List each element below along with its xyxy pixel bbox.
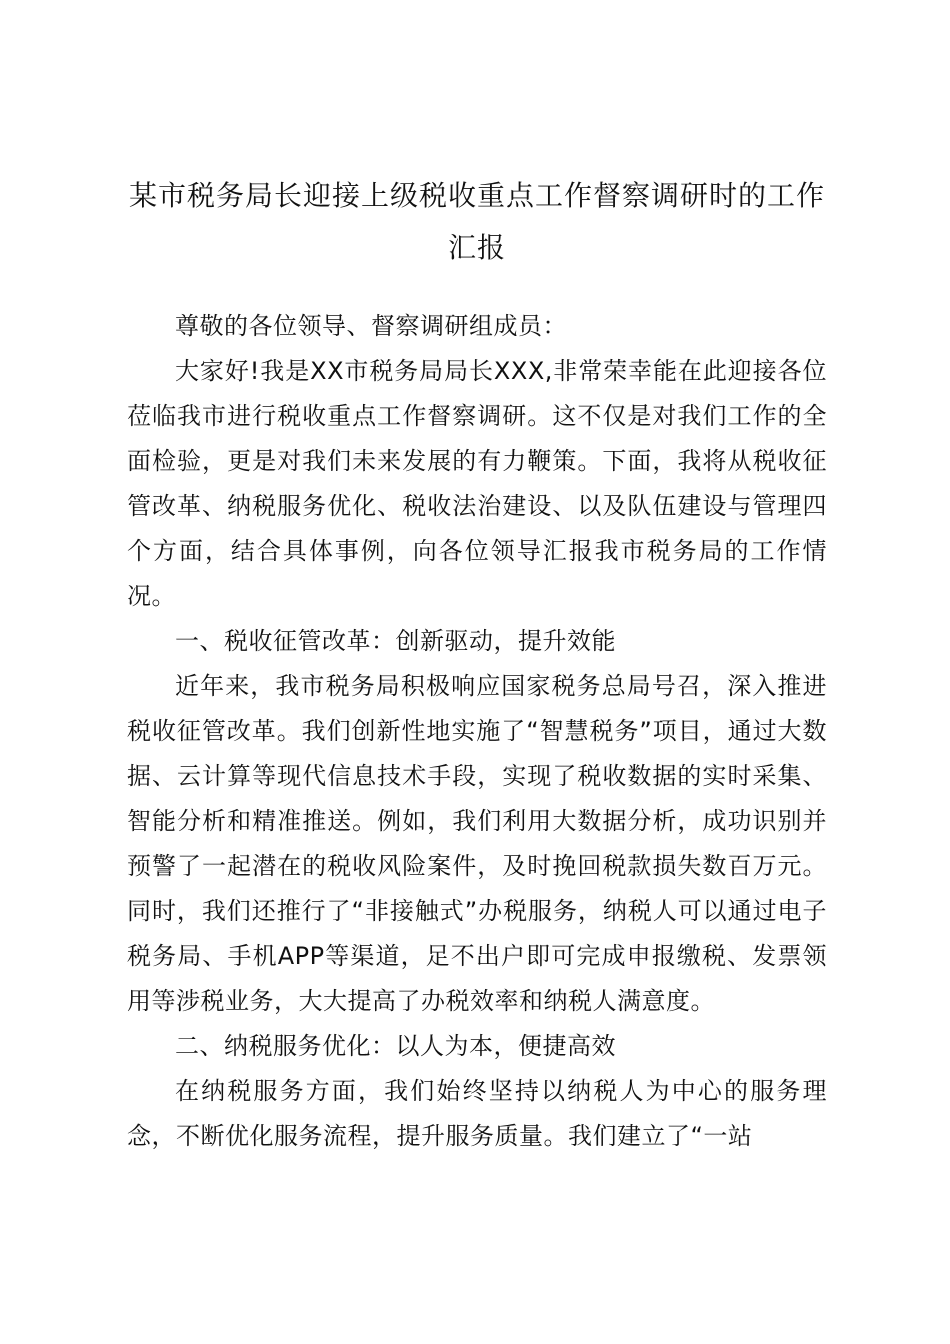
section-2-paragraph: 在纳税服务方面，我们始终坚持以纳税人为中心的服务理念，不断优化服务流程，提升服务质量。我们建立了“一站	[127, 1077, 827, 1150]
salutation-paragraph: 尊敬的各位领导、督察调研组成员：	[175, 312, 567, 340]
section-1-paragraph: 近年来，我市税务局积极响应国家税务总局号召，深入推进税收征管改革。我们创新性地实施了“智慧税务”项目，通过大数据、云计算等现代信息技术手段，实现了税收数据的实时采集、智能分析和精准推送。例如，我们利用大数据分析，成功识别并预警了一起潜在的税收风险案件，及时挽回税款损失数百万元。同时，我们还推行了“非接触式”办税服务，纳税人可以通过电子税务局、手机APP等渠道，足不出户即可完成申报缴税、发票领用等涉税业务，大大提高了办税效率和纳税人满意度。	[127, 672, 827, 1015]
opening-paragraph: 大家好!我是XX市税务局局长XXX,非常荣幸能在此迎接各位莅临我市进行税收重点工作督察调研。这不仅是对我们工作的全面检验，更是对我们未来发展的有力鞭策。下面，我将从税收征管改革、纳税服务优化、税收法治建设、以及队伍建设与管理四个方面，结合具体事例，向各位领导汇报我市税务局的工作情况。	[127, 357, 827, 610]
document-page	[127, 170, 827, 1159]
section-heading-1: 一、税收征管改革：创新驱动，提升效能	[175, 627, 616, 655]
document-title: 某市税务局长迎接上级税收重点工作督察调研时的工作汇报	[128, 179, 825, 264]
section-heading-2: 二、纳税服务优化：以人为本，便捷高效	[175, 1032, 616, 1060]
